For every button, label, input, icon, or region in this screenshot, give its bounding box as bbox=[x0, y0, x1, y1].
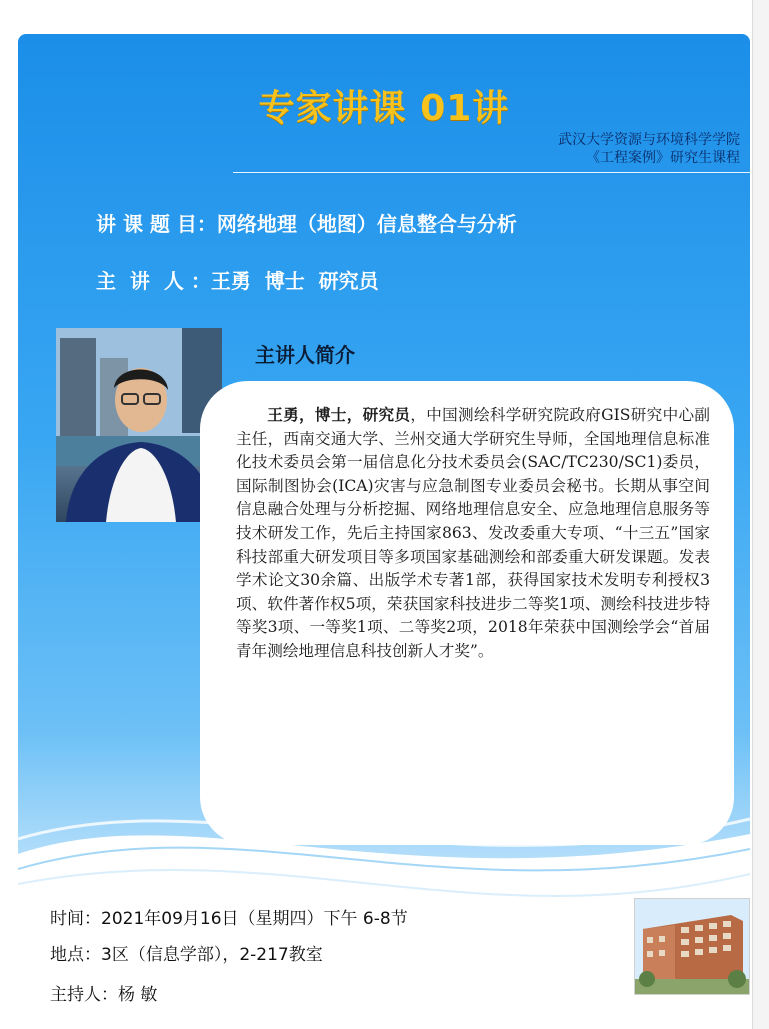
event-place: 地点：3区（信息学部），2-217教室 bbox=[50, 945, 323, 965]
organizer-school: 武汉大学资源与环境科学学院 bbox=[558, 132, 740, 148]
bio-text: ，中国测绘科学研究院政府GIS研究中心副主任，西南交通大学、兰州交通大学研究生导师，全国地理信息标准化技术委员会第一届信息化分技术委员会(SAC/TC230/SC1)委员，国际制图协会(ICA)灾害与应急制图专业委员会秘书。长期从事空间信息融合处理与分析挖掘、网络地理信息安全、应急地理信息服务等技术研发工作，先后主持国家863、发改委重大专项、“十三五”国家科技部重大研发项目等多项国家基础测绘和部委重大研发课题。发表学术论文30余篇、出版学术专著1部，获得国家技术发明专利授权3项、软件著作权5项，荣获国家科技进步二等奖1项、测绘科技进步特等奖3项、一等奖1项、二等奖2项，2018年荣获中国测绘学会“首届青年测绘地理信息科技创新人才奖”。 bbox=[236, 406, 710, 660]
event-host: 主持人：杨 敏 bbox=[50, 985, 158, 1005]
divider bbox=[233, 172, 750, 173]
topic-value: 网络地理（地图）信息整合与分析 bbox=[216, 212, 517, 236]
building-photo bbox=[634, 898, 750, 995]
page-edge bbox=[752, 0, 769, 1029]
poster-title: 专家讲课 01讲 bbox=[258, 88, 510, 129]
bio-card bbox=[200, 381, 734, 845]
speaker-photo bbox=[56, 328, 222, 522]
speaker-label: 主 讲 人 ： bbox=[96, 269, 211, 293]
organizer-course: 《工程案例》研究生课程 bbox=[586, 150, 740, 166]
bio-paragraph bbox=[236, 403, 710, 664]
lecture-poster bbox=[18, 34, 750, 1029]
topic-label: 讲 课 题 目： bbox=[96, 212, 217, 236]
bio-heading: 主讲人简介 bbox=[255, 343, 355, 367]
speaker-value: 王勇 博士 研究员 bbox=[210, 269, 379, 293]
bio-lead: 王勇，博士，研究员 bbox=[267, 405, 411, 424]
speaker-photo-image bbox=[56, 328, 222, 522]
building-photo-image bbox=[635, 899, 749, 994]
organizer bbox=[558, 131, 740, 167]
lecture-topic bbox=[96, 208, 517, 237]
event-time: 时间：2021年09月16日（星期四）下午 6-8节 bbox=[50, 909, 408, 929]
lecture-speaker bbox=[96, 265, 379, 294]
